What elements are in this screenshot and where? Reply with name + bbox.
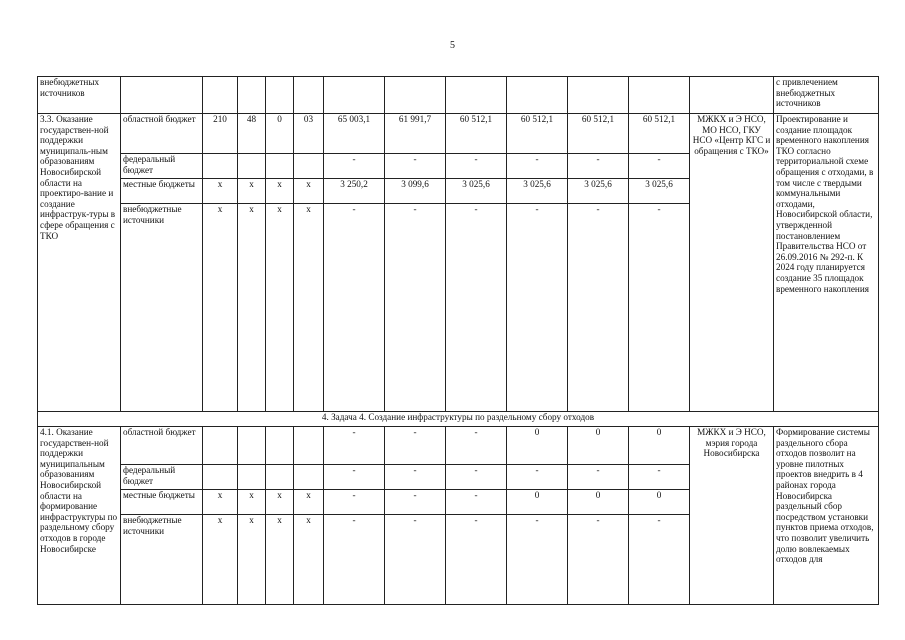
amount-cell: - bbox=[324, 427, 385, 465]
amount-cell: 3 025,6 bbox=[629, 179, 690, 204]
measure-name-cell: 3.3. Оказание государствен-ной поддержки муниципаль-ным образованиям Новосибирской области на проектиро-вание и создание инфраструк-туры в сфере обращения с ТКО bbox=[38, 114, 121, 412]
code-cell: x bbox=[294, 515, 324, 605]
code-cell bbox=[203, 154, 238, 179]
code-cell bbox=[238, 154, 266, 179]
amount-cell: - bbox=[446, 427, 507, 465]
empty-cell bbox=[238, 77, 266, 114]
code-cell: 03 bbox=[294, 114, 324, 154]
code-cell: x bbox=[294, 490, 324, 515]
result-cell: Проектирование и создание площадок временного накопления ТКО согласно территориальной схеме обращения с отходами, в том числе с твердыми коммунальными отходами, Новосибирской области, утвержденной постановлением Правительства НСО от 26.09.2016 № 292-п. К 2024 году планируется создание 35 площадок временного накопления bbox=[774, 114, 879, 412]
empty-cell bbox=[507, 77, 568, 114]
amount-cell: - bbox=[507, 154, 568, 179]
empty-cell bbox=[629, 77, 690, 114]
amount-cell: 3 025,6 bbox=[568, 179, 629, 204]
empty-cell bbox=[203, 77, 238, 114]
amount-cell: - bbox=[385, 154, 446, 179]
executor-cell: МЖКХ и Э НСО, мэрия города Новосибирска bbox=[690, 427, 774, 605]
code-cell: x bbox=[238, 490, 266, 515]
code-cell: x bbox=[294, 179, 324, 204]
amount-cell: - bbox=[385, 204, 446, 412]
code-cell: x bbox=[203, 490, 238, 515]
empty-cell bbox=[121, 77, 203, 114]
amount-cell: - bbox=[507, 465, 568, 490]
amount-cell: - bbox=[324, 465, 385, 490]
executor-cell: МЖКХ и Э НСО, МО НСО, ГКУ НСО «Центр КГС и обращения с ТКО» bbox=[690, 114, 774, 412]
code-cell: x bbox=[266, 179, 294, 204]
funding-source-cell: федеральный бюджет bbox=[121, 465, 203, 490]
code-cell: x bbox=[266, 515, 294, 605]
amount-cell: - bbox=[385, 465, 446, 490]
code-cell bbox=[294, 465, 324, 490]
amount-cell: - bbox=[568, 465, 629, 490]
measure-name-cell: 4.1. Оказание государствен-ной поддержки муниципальным образованиям Новосибирской области на формирование инфраструктуры по раздельному сбору отходов в городе Новосибирске bbox=[38, 427, 121, 605]
amount-cell: 0 bbox=[507, 490, 568, 515]
funding-source-cell: внебюджетные источники bbox=[121, 515, 203, 605]
amount-cell: 3 099,6 bbox=[385, 179, 446, 204]
amount-cell: - bbox=[385, 515, 446, 605]
code-cell: x bbox=[203, 204, 238, 412]
amount-cell: - bbox=[324, 204, 385, 412]
empty-cell bbox=[446, 77, 507, 114]
amount-cell: - bbox=[446, 515, 507, 605]
funding-source-cell: внебюджетные источники bbox=[121, 204, 203, 412]
code-cell: 48 bbox=[238, 114, 266, 154]
table-row bbox=[38, 114, 879, 154]
amount-cell: 60 512,1 bbox=[507, 114, 568, 154]
amount-cell: - bbox=[324, 490, 385, 515]
amount-cell: - bbox=[507, 515, 568, 605]
empty-cell bbox=[568, 77, 629, 114]
funding-source-cell: местные бюджеты bbox=[121, 179, 203, 204]
code-cell bbox=[266, 465, 294, 490]
empty-cell bbox=[385, 77, 446, 114]
measure-name-cell: внебюджетных источников bbox=[38, 77, 121, 114]
code-cell: x bbox=[238, 204, 266, 412]
code-cell: 0 bbox=[266, 114, 294, 154]
page-number: 5 bbox=[450, 40, 455, 51]
funding-source-cell: местные бюджеты bbox=[121, 490, 203, 515]
code-cell bbox=[203, 427, 238, 465]
amount-cell: - bbox=[324, 154, 385, 179]
table-row bbox=[38, 427, 879, 465]
code-cell bbox=[294, 427, 324, 465]
empty-cell bbox=[266, 77, 294, 114]
amount-cell: - bbox=[629, 515, 690, 605]
result-cell: с привлечением внебюджетных источников bbox=[774, 77, 879, 114]
task-row bbox=[38, 412, 879, 427]
amount-cell: - bbox=[568, 154, 629, 179]
amount-cell: - bbox=[324, 515, 385, 605]
table-row bbox=[38, 77, 879, 114]
code-cell: x bbox=[266, 490, 294, 515]
empty-cell bbox=[294, 77, 324, 114]
amount-cell: - bbox=[446, 154, 507, 179]
task-heading: 4. Задача 4. Создание инфраструктуры по раздельному сбору отходов bbox=[38, 412, 879, 427]
amount-cell: 0 bbox=[507, 427, 568, 465]
code-cell: x bbox=[238, 515, 266, 605]
amount-cell: 60 512,1 bbox=[568, 114, 629, 154]
code-cell bbox=[266, 427, 294, 465]
code-cell: x bbox=[238, 179, 266, 204]
amount-cell: 3 025,6 bbox=[446, 179, 507, 204]
code-cell bbox=[238, 427, 266, 465]
amount-cell: - bbox=[446, 490, 507, 515]
amount-cell: 60 512,1 bbox=[629, 114, 690, 154]
amount-cell: - bbox=[629, 465, 690, 490]
funding-source-cell: областной бюджет bbox=[121, 114, 203, 154]
result-cell: Формирование системы раздельного сбора отходов позволит на уровне пилотных проектов внедрить в 4 районах города Новосибирска раздельный сбор посредством установки пунктов приема отходов, что позволит увеличить долю вовлекаемых отходов для bbox=[774, 427, 879, 605]
code-cell bbox=[294, 154, 324, 179]
amount-cell: - bbox=[629, 154, 690, 179]
program-table bbox=[37, 76, 879, 605]
code-cell: 210 bbox=[203, 114, 238, 154]
amount-cell: - bbox=[568, 515, 629, 605]
code-cell bbox=[203, 465, 238, 490]
amount-cell: - bbox=[385, 490, 446, 515]
code-cell bbox=[266, 154, 294, 179]
code-cell bbox=[238, 465, 266, 490]
code-cell: x bbox=[266, 204, 294, 412]
amount-cell: - bbox=[446, 204, 507, 412]
amount-cell: 61 991,7 bbox=[385, 114, 446, 154]
amount-cell: 0 bbox=[629, 427, 690, 465]
code-cell: x bbox=[203, 515, 238, 605]
amount-cell: - bbox=[507, 204, 568, 412]
amount-cell: 0 bbox=[568, 427, 629, 465]
amount-cell: - bbox=[568, 204, 629, 412]
amount-cell: - bbox=[446, 465, 507, 490]
funding-source-cell: федеральный бюджет bbox=[121, 154, 203, 179]
amount-cell: - bbox=[629, 204, 690, 412]
amount-cell: 0 bbox=[568, 490, 629, 515]
amount-cell: 3 025,6 bbox=[507, 179, 568, 204]
amount-cell: 0 bbox=[629, 490, 690, 515]
amount-cell: 60 512,1 bbox=[446, 114, 507, 154]
amount-cell: 3 250,2 bbox=[324, 179, 385, 204]
empty-cell bbox=[324, 77, 385, 114]
empty-cell bbox=[690, 77, 774, 114]
amount-cell: 65 003,1 bbox=[324, 114, 385, 154]
code-cell: x bbox=[203, 179, 238, 204]
code-cell: x bbox=[294, 204, 324, 412]
funding-source-cell: областной бюджет bbox=[121, 427, 203, 465]
amount-cell: - bbox=[385, 427, 446, 465]
